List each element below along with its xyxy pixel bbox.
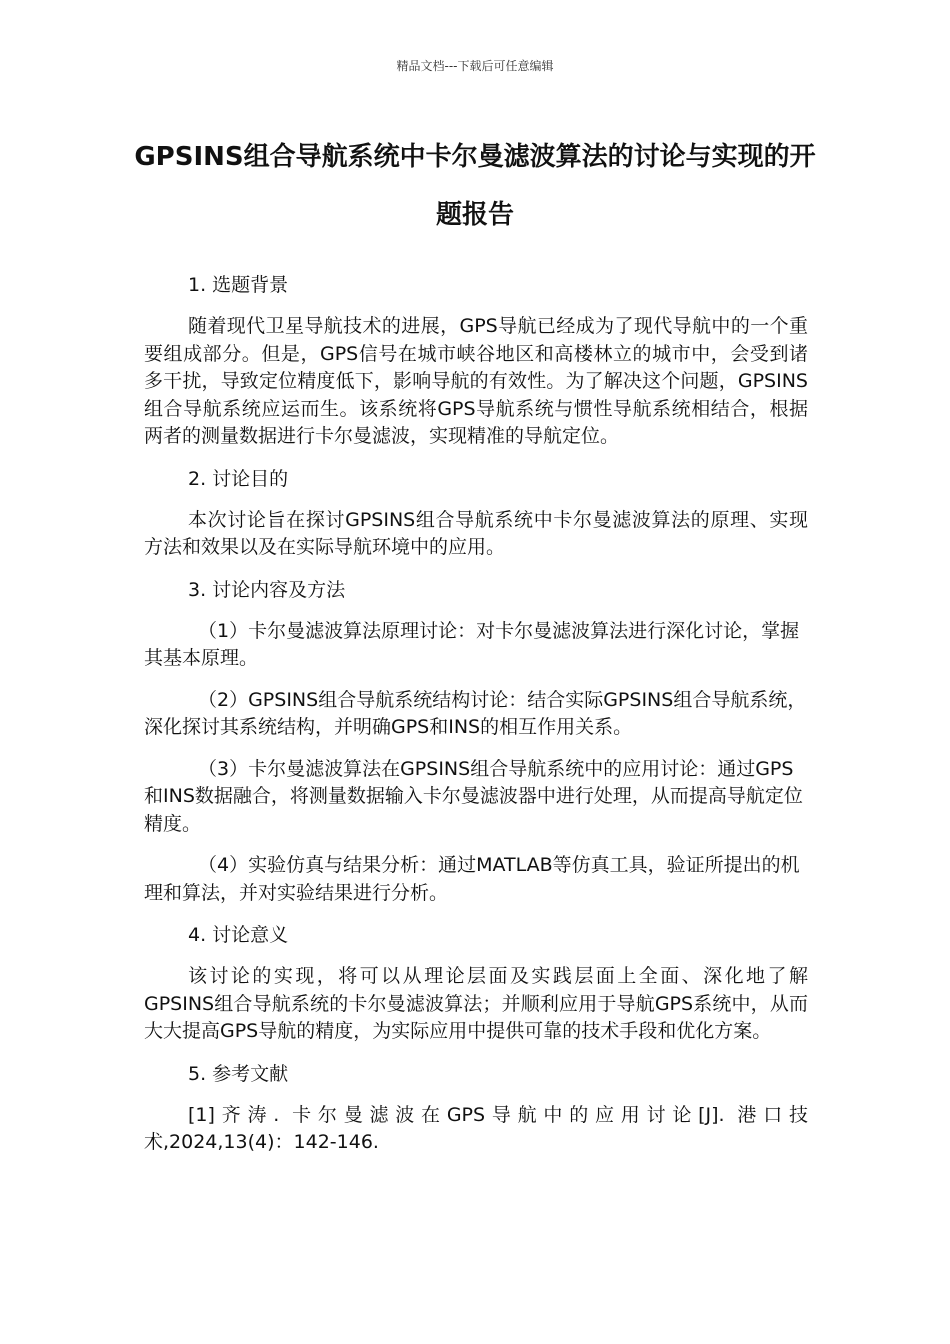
purpose-paragraph: 本次讨论旨在探讨GPSINS组合导航系统中卡尔曼滤波算法的原理、实现方法和效果以及在实际导航环境中的应用。 <box>144 508 808 558</box>
header-note: 精品文档---下载后可任意编辑 <box>396 59 554 73</box>
content-item-2: （2）GPSINS组合导航系统结构讨论：结合实际GPSINS组合导航系统，深化探讨其系统结构，并明确GPS和INS的相互作用关系。 <box>144 688 807 738</box>
content-item-4: （4）实验仿真与结果分析：通过MATLAB等仿真工具，验证所提出的机理和算法，并对实验结果进行分析。 <box>144 854 800 904</box>
content-item-3: （3）卡尔曼滤波算法在GPSINS组合导航系统中的应用讨论：通过GPS和INS数据融合，将测量数据输入卡尔曼滤波器中进行处理，从而提高导航定位精度。 <box>144 757 803 835</box>
significance-paragraph: 该讨论的实现，将可以从理论层面及实践层面上全面、深化地了解GPSINS组合导航系统的卡尔曼滤波算法；并顺利应用于导航GPS系统中，从而大大提高GPS导航的精度，为实际应用中提供可靠的技术手段和优化方案。 <box>144 965 808 1042</box>
section-heading-purpose: 2. 讨论目的 <box>188 467 289 490</box>
document-title: GPSINS组合导航系统中卡尔曼滤波算法的讨论与实现的开题报告 <box>134 142 816 230</box>
section-heading-background: 1. 选题背景 <box>188 274 289 296</box>
content-item-1: （1）卡尔曼滤波算法原理讨论：对卡尔曼滤波算法进行深化讨论，掌握其基本原理。 <box>144 619 800 669</box>
background-paragraph: 随着现代卫星导航技术的进展，GPS导航已经成为了现代导航中的一个重要组成部分。但是，GPS信号在城市峡谷地区和高楼林立的城市中，会受到诸多干扰，导致定位精度低下，影响导航的有效性。为了解决这个问题，GPSINS组合导航系统应运而生。该系统将GPS导航系统与惯性导航系统相结合，根据两者的测量数据进行卡尔曼滤波，实现精准的导航定位。 <box>144 315 808 447</box>
document-body <box>144 271 808 1171</box>
section-heading-significance: 4. 讨论意义 <box>188 924 289 946</box>
reference-entry-1: [1]齐涛. 卡尔曼滤波在GPS导航中的应用讨论[J]. 港口技术,2024,13(4)：142-146. <box>144 1103 808 1153</box>
section-heading-references: 5. 参考文献 <box>188 1062 289 1085</box>
section-heading-content-methods: 3. 讨论内容及方法 <box>188 578 346 601</box>
